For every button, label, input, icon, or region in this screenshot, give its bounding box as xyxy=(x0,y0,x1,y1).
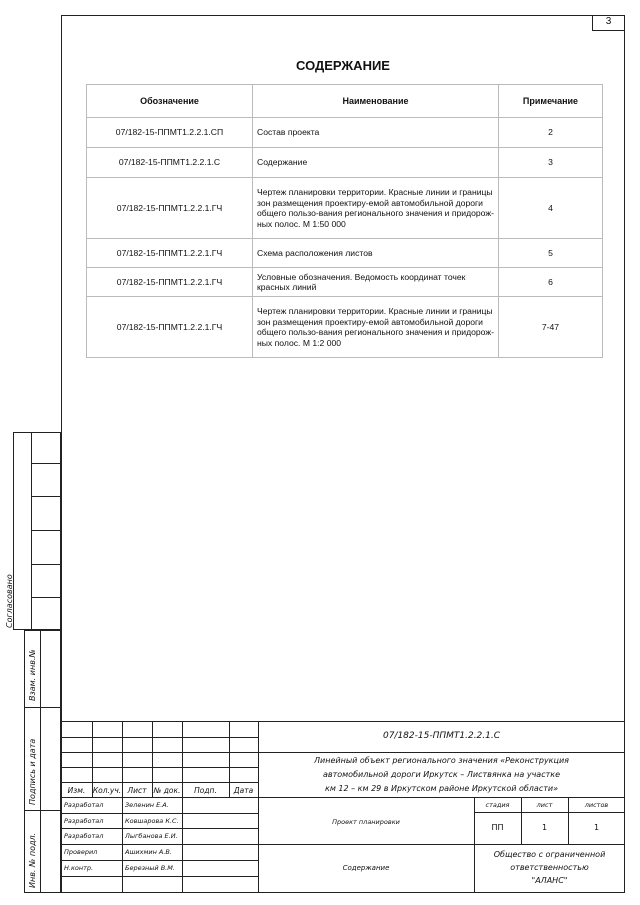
page-number: 3 xyxy=(592,15,625,31)
table-row xyxy=(87,239,603,268)
sign-date-label: Подпись и дата xyxy=(28,738,37,805)
table-row xyxy=(87,268,603,297)
row-note: 6 xyxy=(499,268,603,297)
person-role: Н.контр. xyxy=(64,864,94,872)
header-note: Примечание xyxy=(499,85,603,118)
inv-orig-label: Инв. № подл. xyxy=(28,832,37,888)
row-name: Чертеж планировки территории. Красные линии и границы зон размещения проектиру-емой автомобильной дороги общего пользо-вания регионального значения и придорож-ных полос. М 1:50 000 xyxy=(253,178,499,239)
person-role: Проверил xyxy=(64,848,98,856)
person-role: Разработал xyxy=(64,832,104,840)
page-title: СОДЕРЖАНИЕ xyxy=(296,58,390,73)
row-designation: 07/182-15-ППМТ1.2.2.1.ГЧ xyxy=(87,239,253,268)
row-name: Схема расположения листов xyxy=(253,239,499,268)
row-note: 3 xyxy=(499,148,603,178)
col-header-date: Дата xyxy=(233,786,254,795)
sheet-label: лист xyxy=(536,801,553,809)
row-designation: 07/182-15-ППМТ1.2.2.1.С xyxy=(87,148,253,178)
row-note: 4 xyxy=(499,178,603,239)
row-name: Содержание xyxy=(253,148,499,178)
col-header-sign: Подп. xyxy=(194,786,217,795)
table-row xyxy=(87,118,603,148)
row-designation: 07/182-15-ППМТ1.2.2.1.ГЧ xyxy=(87,297,253,358)
table-header-row xyxy=(87,85,603,118)
org-line-3: "АЛАНС" xyxy=(531,876,568,885)
header-designation: Обозначение xyxy=(87,85,253,118)
agreed-box xyxy=(13,432,61,630)
col-header-koluch: Кол.уч. xyxy=(92,786,122,795)
object-title-line-3: км 12 – км 29 в Иркутском районе Иркутской области» xyxy=(324,784,559,793)
object-title-line-1: Линейный объект регионального значения «Реконструкция xyxy=(314,756,569,765)
sheets-label: листов xyxy=(584,801,609,809)
sheet-name: Содержание xyxy=(342,864,390,872)
table-row xyxy=(87,178,603,239)
org-line-2: ответственностью xyxy=(510,863,589,872)
row-note: 5 xyxy=(499,239,603,268)
sheets-value: 1 xyxy=(593,823,600,832)
person-role: Разработал xyxy=(64,817,104,825)
person-name: Зеленин Е.А. xyxy=(125,801,169,809)
table-row xyxy=(87,148,603,178)
sheet-value: 1 xyxy=(541,823,548,832)
person-name: Лыгбанова Е.И. xyxy=(125,832,178,840)
row-note: 7-47 xyxy=(499,297,603,358)
header-name: Наименование xyxy=(253,85,499,118)
stage-value: ПП xyxy=(491,823,504,832)
section-name: Проект планировки xyxy=(332,818,400,826)
row-name: Чертеж планировки территории. Красные линии и границы зон размещения проектиру-емой автомобильной дороги общего пользо-вания регионального значения и придорож-ных полос. М 1:2 000 xyxy=(253,297,499,358)
agreed-label: Согласовано xyxy=(5,574,14,628)
row-name: Условные обозначения. Ведомость координат точек красных линий xyxy=(253,268,499,297)
row-designation: 07/182-15-ППМТ1.2.2.1.СП xyxy=(87,118,253,148)
person-name: Ковшарова К.С. xyxy=(125,817,179,825)
person-name: Ашихмин А.В. xyxy=(125,848,172,856)
col-header-list: Лист xyxy=(127,786,147,795)
col-header-docnum: № док. xyxy=(153,786,181,795)
row-name: Состав проекта xyxy=(253,118,499,148)
person-name: Березный В.М. xyxy=(125,864,175,872)
contents-table xyxy=(86,84,603,358)
doc-code: 07/182-15-ППМТ1.2.2.1.С xyxy=(382,731,501,741)
stage-label: стадия xyxy=(485,801,510,809)
row-note: 2 xyxy=(499,118,603,148)
inv-replace-label: Взам. инв.№ xyxy=(28,649,37,701)
row-designation: 07/182-15-ППМТ1.2.2.1.ГЧ xyxy=(87,178,253,239)
person-role: Разработал xyxy=(64,801,104,809)
object-title-line-2: автомобильной дороги Иркутск – Листвянка на участке xyxy=(322,770,561,779)
org-line-1: Общество с ограниченной xyxy=(493,850,606,859)
table-row xyxy=(87,297,603,358)
row-designation: 07/182-15-ППМТ1.2.2.1.ГЧ xyxy=(87,268,253,297)
col-header-izm: Изм. xyxy=(67,786,86,795)
